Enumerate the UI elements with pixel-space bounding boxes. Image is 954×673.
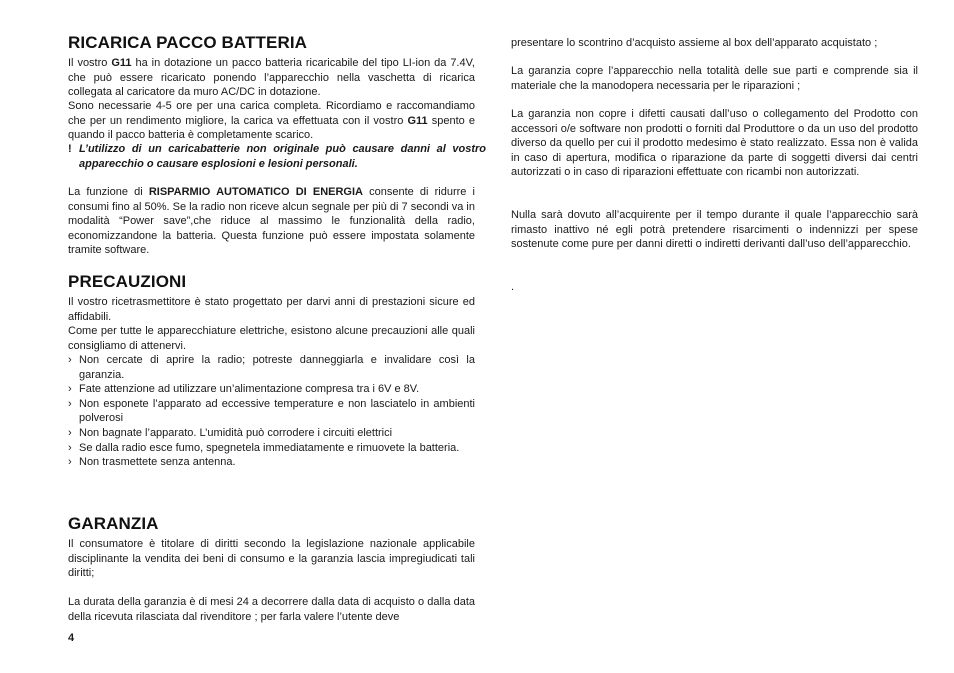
precauzioni-paragraph-2: Come per tutte le apparecchiature elettriche, esistono alcune precauzioni alle quali consigliamo di attenervi. — [68, 325, 475, 352]
bullet-mark: › — [68, 426, 72, 439]
ricarica-paragraph-2 — [68, 99, 475, 143]
list-item — [68, 426, 475, 441]
page-number: 4 — [68, 632, 75, 644]
garanzia-paragraph-1: Il consumatore è titolare di diritti secondo la legislazione nazionale applicabile disciplinante la vendita dei beni di consumo e la garanzia lascia impregiudicati tali diritti; — [68, 538, 475, 580]
garanzia-paragraph-4: La garanzia copre l’apparecchio nella totalità delle sue parti e comprende sia il materiale che la manodopera necessaria per le riparazioni ; — [511, 65, 918, 92]
precauzioni-list — [68, 353, 475, 470]
bullet-mark: › — [68, 456, 72, 469]
list-item — [68, 353, 475, 382]
list-item-text: Non trasmettete senza antenna. — [79, 456, 236, 469]
ricarica-paragraph-1 — [68, 56, 475, 100]
list-item-text: Fate attenzione ad utilizzare un’alimentazione compresa tra i 6V e 8V. — [79, 383, 420, 396]
left-column — [68, 0, 486, 623]
ricarica-p2-model: G11 — [407, 114, 428, 127]
list-item — [68, 441, 475, 456]
ricarica-p3-bold: RISPARMIO AUTOMATICO DI ENERGIA — [148, 186, 363, 198]
bullet-mark: › — [68, 441, 72, 454]
list-item-text: Non cercate di aprire la radio; potreste danneggiarla e invalidare così la garanzia. — [79, 354, 475, 381]
bullet-mark: › — [68, 383, 72, 396]
garanzia-paragraph-7: . — [511, 281, 515, 293]
ricarica-paragraph-3 — [68, 185, 475, 258]
ricarica-p3-text-b: consente di ridurre i consumi fino al 50%. Se la radio non riceve alcun segnale per più di 7 secondi va in modalità “Power save”,che riduce al massimo le funzionalità della radio, economizzandone la batteria. Questa funzione può essere impostata solamente tramite software. — [68, 186, 475, 257]
list-item — [68, 382, 475, 397]
list-item-text: Se dalla radio esce fumo, spegnetela immediatamente e rimuovete la batteria. — [79, 441, 460, 454]
list-item — [68, 455, 475, 470]
ricarica-warning — [68, 142, 486, 171]
list-item-text: Non bagnate l’apparato. L’umidità può corrodere i circuiti elettrici — [79, 426, 393, 439]
list-item-text: Non esponete l’apparato ad eccessive temperature e non lasciatelo in ambienti polverosi — [79, 397, 475, 425]
ricarica-p1-text-a: Il vostro — [68, 57, 112, 69]
bullet-mark: › — [68, 354, 72, 366]
precauzioni-heading: PRECAUZIONI — [68, 272, 187, 291]
ricarica-heading: RICARICA PACCO BATTERIA — [68, 33, 308, 52]
garanzia-paragraph-3: presentare lo scontrino d’acquisto assieme al box dell’apparato acquistato ; — [511, 37, 878, 49]
ricarica-p1-text-b: ha in dotazione un pacco batteria ricaricabile del tipo LI-ion da 7.4V, che può essere ricaricato ponendo l’apparecchio nella vaschetta di ricarica collegata al caricatore da muro AC/DC in dotazione. — [68, 57, 475, 99]
ricarica-p1-model: G11 — [111, 57, 132, 69]
garanzia-paragraph-2: La durata della garanzia è di mesi 24 a decorrere dalla data di acquisto o dalla data della ricevuta rilasciata dal rivenditore ; per farla valere l’utente deve — [68, 596, 475, 623]
bullet-mark: › — [68, 397, 72, 410]
ricarica-p2-text-a: Sono necessarie 4-5 ore per una carica completa. Ricordiamo e raccomandiamo che per un rendimento migliore, la carica va effettuata con il vostro — [68, 100, 475, 127]
garanzia-paragraph-5: La garanzia non copre i difetti causati dall’uso o collegamento del Prodotto con accessori o/e software non prodotti o forniti dal Produttore o da un uso del prodotto diverso da quello per cui il prodotto medesimo è stato realizzato. Essa non è valida in caso di apertura, modifica o riparazione da parte di soggetti diversi dai centri autorizzati o in caso di riparazioni effettuate con ricambi non autorizzati. — [511, 108, 918, 179]
garanzia-paragraph-6: Nulla sarà dovuto all’acquirente per il tempo durante il quale l’apparecchio sarà rimasto inattivo né egli potrà pretendere risarcimenti o indennizzi per spese sostenute come pure per danni diretti o indiretti derivanti dall’uso dell’apparecchio. — [511, 209, 918, 251]
ricarica-warning-text: L’utilizzo di un caricabatterie non originale può causare danni al vostro apparecchio o causare esplosioni e lesioni personali. — [79, 143, 486, 170]
warning-mark: ! — [68, 143, 72, 155]
ricarica-p3-text-a: La funzione di — [68, 186, 149, 198]
list-item — [68, 397, 475, 426]
ricarica-p2-text-b: spento e quando il pacco batteria è completamente scarico. — [68, 114, 475, 142]
precauzioni-paragraph-1: Il vostro ricetrasmettitore è stato progettato per darvi anni di prestazioni sicure ed affidabili. — [68, 296, 475, 323]
garanzia-heading: GARANZIA — [68, 514, 159, 533]
